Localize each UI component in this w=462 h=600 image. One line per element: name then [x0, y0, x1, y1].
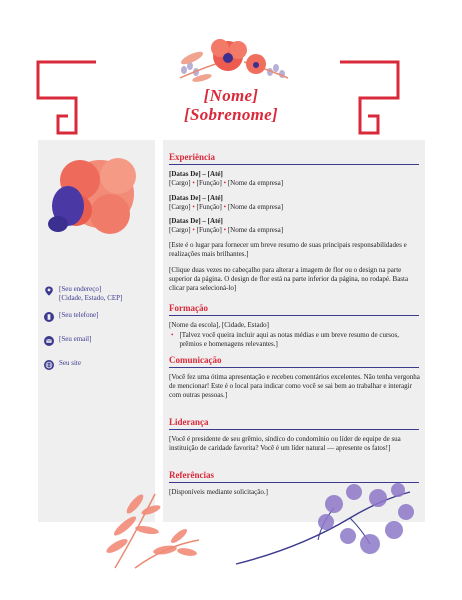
site-text[interactable]: Seu site — [59, 359, 81, 367]
job-dates: [Datas De] – [Até] — [169, 217, 223, 225]
communication-text: [Você fez uma ótima apresentação e recebeu comentários excelentes. Não tenha vergonha de mencionar! Este é o local para indicar como você se sai bem ao trabalhar e interagir com outras pessoas.] — [169, 373, 420, 399]
job-line — [169, 226, 421, 235]
phone-icon — [44, 312, 54, 322]
experience-tip: [Clique duas vezes no cabeçalho para alterar a imagem de flor ou o design na parte superior da página. O design de flor está na parte inferior da página, no rodapé. Basta clicar para selecioná-lo] — [169, 266, 409, 292]
education-rule — [169, 315, 419, 316]
job-entry — [169, 217, 421, 235]
job-function: [Função] — [196, 226, 222, 234]
separator-dot: • — [223, 226, 227, 234]
job-role: [Cargo] — [169, 226, 191, 234]
experience-heading: Experiência — [169, 152, 215, 162]
separator-dot: • — [223, 203, 227, 211]
experience-summary: [Este é o lugar para fornecer um breve resumo de suas principais responsabilidades e realizações mais brilhantes.] — [169, 241, 407, 258]
bottom-berry-ornament — [230, 478, 420, 570]
education-heading: Formação — [169, 303, 208, 313]
job-company: [Nome da empresa] — [227, 179, 284, 187]
first-name: [Nome] — [203, 86, 259, 105]
leadership-heading: Liderança — [169, 417, 209, 427]
education-bullet-item — [169, 331, 421, 349]
job-line — [169, 203, 421, 212]
leadership-text: [Você é presidente de seu grêmio, síndico do condomínio ou líder de equipe de sua instituição de caridade favorita? Você é um líder natural — apresente os fatos!] — [169, 435, 401, 452]
globe-icon — [44, 360, 54, 370]
location-pin-icon — [44, 286, 54, 296]
contact-address — [44, 285, 122, 303]
communication-rule — [169, 367, 419, 368]
job-dates: [Datas De] – [Até] — [169, 170, 223, 178]
email-text[interactable]: [Seu email] — [59, 335, 92, 343]
education-bullet-text: [Talvez você queira incluir aqui as notas médias e um breve resumo de cursos, prêmios e homenagens relevantes.] — [179, 331, 399, 348]
phone-text[interactable]: [Seu telefone] — [59, 311, 99, 319]
education-school: [Nome da escola], [Cidade, Estado] — [169, 321, 269, 329]
separator-dot: • — [192, 226, 195, 234]
separator-dot: • — [223, 179, 227, 187]
references-text: [Disponíveis mediante solicitação.] — [169, 488, 268, 496]
leadership-rule — [169, 429, 419, 430]
job-role: [Cargo] — [169, 203, 191, 211]
job-function: [Função] — [196, 203, 222, 211]
contact-phone — [44, 311, 98, 322]
email-icon — [44, 336, 54, 346]
job-dates: [Datas De] – [Até] — [169, 194, 223, 202]
bullet-dot: • — [171, 331, 174, 339]
job-line — [169, 179, 421, 188]
experience-rule — [169, 164, 419, 165]
job-entry — [169, 194, 421, 212]
job-entry — [169, 170, 421, 188]
references-heading: Referências — [169, 470, 214, 480]
separator-dot: • — [192, 179, 195, 187]
top-flower-ornament — [172, 34, 296, 86]
separator-dot: • — [192, 203, 195, 211]
job-company: [Nome da empresa] — [227, 203, 284, 211]
contact-email — [44, 335, 91, 346]
address-line-1[interactable]: [Seu endereço] — [59, 285, 102, 293]
job-function: [Função] — [196, 179, 222, 187]
contact-site — [44, 359, 81, 370]
job-role: [Cargo] — [169, 179, 191, 187]
job-company: [Nome da empresa] — [227, 226, 284, 234]
bottom-leaf-ornament — [95, 474, 205, 572]
address-line-2[interactable]: [Cidade, Estado, CEP] — [59, 294, 123, 302]
sidebar-flower-image — [38, 150, 138, 242]
last-name: [Sobrenome] — [184, 105, 278, 124]
communication-heading: Comunicação — [169, 355, 222, 365]
